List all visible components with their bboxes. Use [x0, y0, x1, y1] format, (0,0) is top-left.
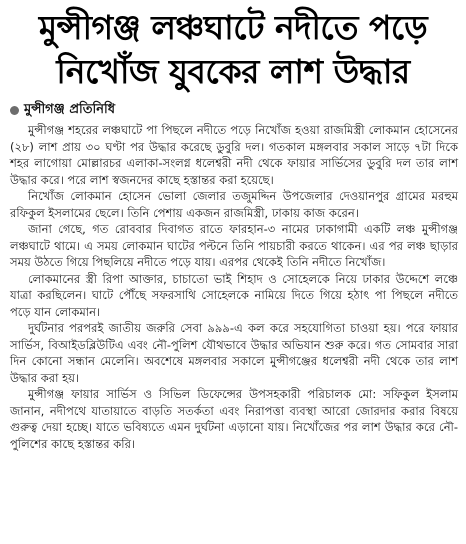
paragraph-1: মুন্সীগঞ্জ শহরের লঞ্চঘাটে পা পিছলে নদীতে পড়ে নিখোঁজ হওয়া রাজমিস্ত্রী লোকমান হোসেনের (২৮) লাশ প্রায় ৩০ ঘণ্টা পর উদ্ধার করেছে ডুবুরি দল। গতকাল মঙ্গলবার সকাল সাড়ে ৭টা দিকে শহর লাগোয়া মোল্লারচর এলাকা-সংলগ্ন ধলেশ্বরী নদী থেকে ফায়ার সার্ভিসের ডুবুরি দল তার লাশ উদ্ধার করে। পরে লাশ স্বজনদের কাছে হস্তান্তর করা হয়েছে। [10, 123, 458, 187]
byline-text: মুন্সীগঞ্জ প্রতিনিধি [24, 102, 115, 117]
paragraph-6: মুন্সীগঞ্জ ফায়ার সার্ভিস ও সিভিল ডিফেন্সের উপসহকারী পরিচালক মো: সফিকুল ইসলাম জানান, নদীপথে যাতায়াতে বাড়তি সতর্কতা এবং নিরাপত্তা ব্যবস্থা আরো জোরদার করার বিষয়ে গুরুত্ব দেয়া হচ্ছে। যাতে ভবিষ্যতে এমন দুর্ঘটনা এড়ানো যায়। নিখোঁজের পর লাশ উদ্ধার করে নৌ-পুলিশের কাছে হস্তান্তর করি। [10, 387, 458, 451]
byline [10, 102, 466, 118]
paragraph-2: নিখোঁজ লোকমান হোসেন ভোলা জেলার তজুমদ্দিন উপজেলার দেওয়ানপুর গ্রামের মরহুম রফিকুল ইসলামের ছেলে। তিনি পেশায় একজন রাজমিস্ত্রী, ঢাকায় কাজ করেন। [10, 189, 458, 220]
paragraph-5: দুর্ঘটনার পরপরই জাতীয় জরুরি সেবা ৯৯৯-এ কল করে সহযোগিতা চাওয়া হয়। পরে ফায়ার সার্ভিস, বিআইডব্লিউটিএ এবং নৌ-পুলিশ যৌথভাবে উদ্ধার অভিযান শুরু করে। গত সোমবার সারা দিন কোনো সন্ধান মেলেনি। অবশেষে মঙ্গলবার সকালে মুন্সীগঞ্জের ধলেশ্বরী নদী থেকে তার লাশ উদ্ধার করা হয়। [10, 321, 458, 385]
headline-line-1: মুন্সীগঞ্জ লঞ্চঘাটে নদীতে পড়ে [38, 8, 428, 47]
paragraph-4: লোকমানের স্ত্রী রিপা আক্তার, চাচাতো ভাই শিহাদ ও সোহেলকে নিয়ে ঢাকার উদ্দেশে লঞ্চে যাত্রা করছিলেন। ঘাটে পৌঁছে সফরসাথি সোহেলকে নামিয়ে দিতে গিয়ে হঠাৎ পা পিছলে নদীতে পড়ে যান লোকমান। [10, 271, 458, 319]
article-body [0, 122, 466, 452]
paragraph-3: জানা গেছে, গত রোববার দিবাগত রাতে ফারহান-৩ নামের ঢাকাগামী একটি লঞ্চ মুন্সীগঞ্জ লঞ্চঘাটে থামে। এ সময় লোকমান ঘাটের পল্টনে তিনি পায়চারী করতে থাকেন। এর পর লঞ্চ ছাড়ার সময় উঠতে গিয়ে পিছলিয়ে নদীতে পড়ে যায়। এরপর থেকেই তিনি নদীতে নিখোঁজ। [10, 222, 458, 269]
headline-line-2: নিখোঁজ যুবকের লাশ উদ্ধার [56, 52, 410, 91]
headline [0, 0, 466, 94]
bullet-icon [10, 106, 19, 115]
